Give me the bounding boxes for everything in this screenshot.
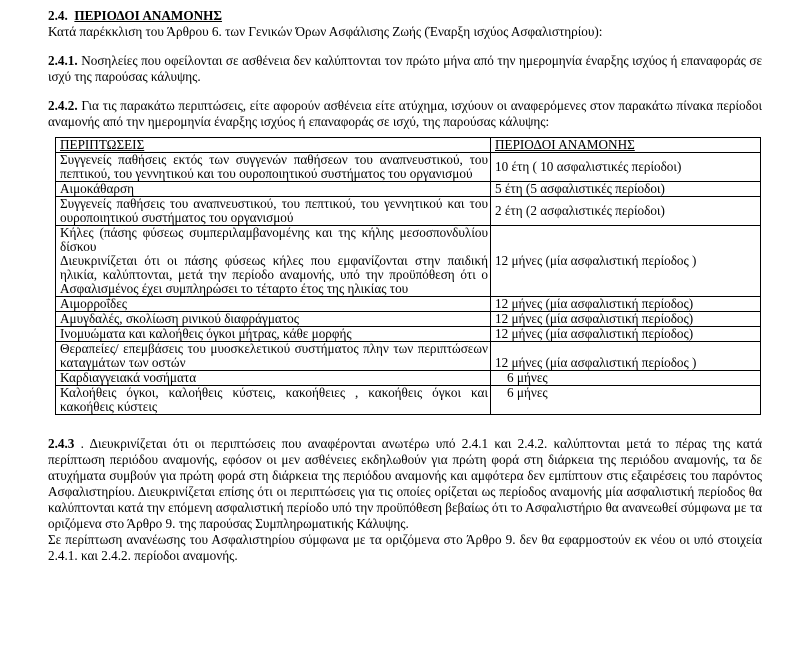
header-cases: ΠΕΡΙΠΤΩΣΕΙΣ — [56, 138, 491, 153]
table-row — [56, 312, 761, 327]
case-cell: Συγγενείς παθήσεις του αναπνευστικού, του πεπτικού, του γεννητικού και του ουροποιητικού συστήματος του οργανισμού — [56, 197, 491, 226]
section-heading — [48, 8, 762, 24]
table-row — [56, 327, 761, 342]
table-row — [56, 342, 761, 371]
period-cell: 12 μήνες (μία ασφαλιστική περίοδος ) — [491, 342, 761, 371]
paragraph-text: Νοσηλείες που οφείλονται σε ασθένεια δεν καλύπτονται τον πρώτο μήνα από την ημερομηνία έναρξης ισχύος ή επαναφοράς σε ισχύ της παρούσας κάλυψης. — [48, 53, 762, 84]
table-row — [56, 386, 761, 415]
case-cell: Αμυγδαλές, σκολίωση ρινικού διαφράγματος — [56, 312, 491, 327]
table-row — [56, 371, 761, 386]
paragraph-text: Για τις παρακάτω περιπτώσεις, είτε αφορούν ασθένεια είτε ατύχημα, ισχύουν οι αναφερόμενες στον παρακάτω πίνακα περίοδοι αναμονής από την ημερομηνία έναρξης ισχύος ή επαναφοράς σε ισχύ, της παρούσας κάλυψης: — [48, 98, 762, 129]
paragraph-2-4-3-renewal: Σε περίπτωση ανανέωσης του Ασφαλιστηρίου σύμφωνα με τα οριζόμενα στο Άρθρο 9. δεν θα εφαρμοστούν εκ νέου οι υπό στοιχεία 2.4.1. και 2.4.2. περίοδοι αναμονής. — [48, 532, 762, 563]
paragraph-2-4-2 — [48, 98, 762, 130]
case-cell: Καρδιαγγειακά νοσήματα — [56, 371, 491, 386]
paragraph-number: 2.4.2. — [48, 98, 78, 113]
waiting-periods-table — [55, 137, 761, 415]
period-cell: 6 μήνες — [491, 371, 761, 386]
paragraph-2-4-3 — [48, 436, 762, 532]
table-row — [56, 182, 761, 197]
period-cell: 10 έτη ( 10 ασφαλιστικές περίοδοι) — [491, 153, 761, 182]
period-cell: 12 μήνες (μία ασφαλιστική περίοδος) — [491, 312, 761, 327]
table-row — [56, 197, 761, 226]
case-cell: Ινομυώματα και καλοήθεις όγκοι μήτρας, κάθε μορφής — [56, 327, 491, 342]
case-cell: Κήλες (πάσης φύσεως συμπεριλαμβανομένης και της κήλης μεσοσπονδυλίου δίσκου Διευκρινίζεται ότι οι πάσης φύσεως κήλες που εμφανίζονται στην παιδική ηλικία, καλύπτονται, μετά την περίοδο αναμονής, υπό την προϋπόθεση ότι ο Ασφαλισμένος έχει συμπληρώσει το τέταρτο έτος της ηλικίας του — [56, 226, 491, 297]
case-cell: Αιμοκάθαρση — [56, 182, 491, 197]
case-cell: Αιμορροΐδες — [56, 297, 491, 312]
header-waiting-periods: ΠΕΡΙΟΔΟΙ ΑΝΑΜΟΝΗΣ — [491, 138, 761, 153]
period-cell: 12 μήνες (μία ασφαλιστική περίοδος) — [491, 327, 761, 342]
period-cell: 6 μήνες — [491, 386, 761, 415]
paragraph-number: 2.4.3 — [48, 436, 75, 451]
section-title: ΠΕΡΙΟΔΟΙ ΑΝΑΜΟΝΗΣ — [74, 8, 223, 23]
table-header-row — [56, 138, 761, 153]
case-cell: Καλοήθεις όγκοι, καλοήθεις κύστεις, κακοήθειες , κακοήθεις όγκοι και κακοήθεις κύστεις — [56, 386, 491, 415]
case-cell: Συγγενείς παθήσεις εκτός των συγγενών παθήσεων του αναπνευστικού, του πεπτικού, του γεννητικού και του ουροποιητικού συστήματος του οργανισμού — [56, 153, 491, 182]
case-cell: Θεραπείες/ επεμβάσεις του μυοσκελετικού συστήματος πλην των περιπτώσεων καταγμάτων των οστών — [56, 342, 491, 371]
section-intro: Κατά παρέκκλιση του Άρθρου 6. των Γενικών Όρων Ασφάλισης Ζωής (Έναρξη ισχύος Ασφαλιστηρίου): — [48, 24, 603, 39]
paragraph-2-4-1 — [48, 53, 762, 85]
table-row — [56, 153, 761, 182]
table-row — [56, 226, 761, 297]
paragraph-number: 2.4.1. — [48, 53, 78, 68]
period-cell: 12 μήνες (μία ασφαλιστική περίοδος ) — [491, 226, 761, 297]
period-cell: 2 έτη (2 ασφαλιστικές περίοδοι) — [491, 197, 761, 226]
table-row — [56, 297, 761, 312]
period-cell: 12 μήνες (μία ασφαλιστική περίοδος) — [491, 297, 761, 312]
paragraph-text: . Διευκρινίζεται ότι οι περιπτώσεις που αναφέρονται ανωτέρω υπό 2.4.1 και 2.4.2. καλύπτονται μετά το πέρας της κατά περίπτωση περιόδου αναμονής, εφόσον οι μεν ασθένειες εκδηλωθούν για πρώτη φορά στη διάρκεια της περιόδου αναμονής, τα δε ατυχήματα συμβούν για πρώτη φορά στη διάρκεια της περιόδου αναμονής και αμφότερα δεν εμπίπτουν στις εξαιρέσεις του παρόντος Ασφαλιστηρίου. Διευκρινίζεται επίσης ότι οι περιπτώσεις για τις οποίες ορίζεται ως περίοδος αναμονής μία ασφαλιστική περίοδος θα καλύπτονται κατά την επόμενη ασφαλιστική περίοδο υπό την προϋπόθεση βεβαίως ότι το Ασφαλιστήριο θα ανανεωθεί σύμφωνα με τα οριζόμενα στο Άρθρο 9. της παρούσας Συμπληρωματικής Κάλυψης. — [48, 436, 762, 531]
period-cell: 5 έτη (5 ασφαλιστικές περίοδοι) — [491, 182, 761, 197]
section-number: 2.4. — [48, 8, 68, 23]
